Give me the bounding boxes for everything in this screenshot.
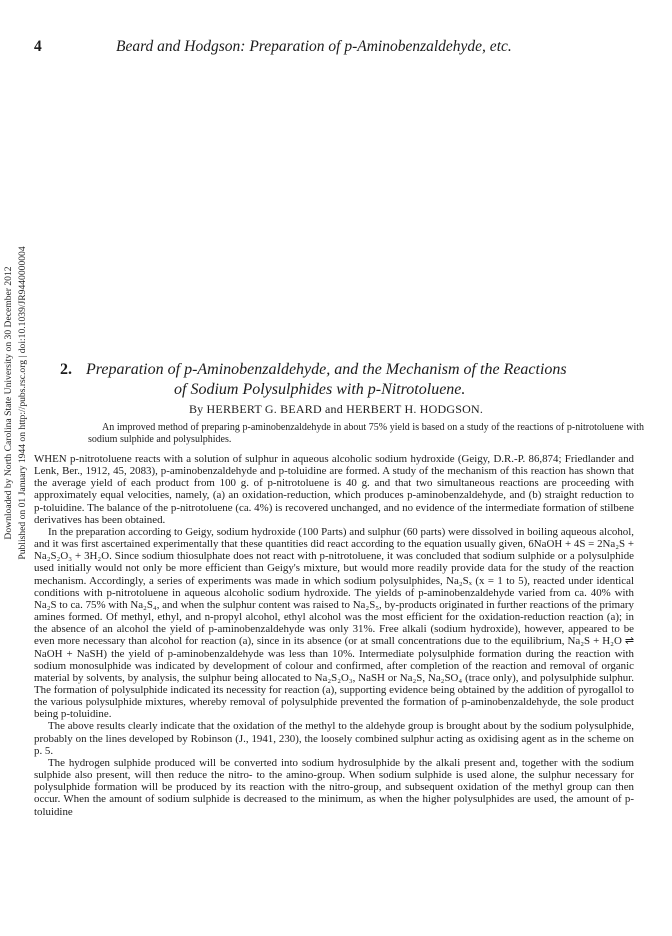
page-number: 4 <box>34 38 42 55</box>
article-number: 2. <box>60 361 72 378</box>
authors: By HERBERT G. BEARD and HERBERT H. HODGSON. <box>188 402 484 416</box>
paragraph: WHEN p-nitrotoluene reacts with a solution of sulphur in aqueous alcoholic sodium hydroxide (Geigy, D.R.-P. 86,874; Friedlander and Lenk, Ber., 1912, 45, 2083), p-aminobenzaldehyde and p-toluidine are formed. A study of the mechanism of this reaction has shown that the average yield of each product from 100 g. of p-nitrotoluene is 40 g. and that two simultaneous reactions are proceeding with approximately equal velocities, namely, (a) an oxidation-reduction, which produces p-aminobenzaldehyde, and (b) straight reduction to p-toluidine. The balance of the p-nitrotoluene (ca. 4%) is recovered unchanged, and no evidence of the intermediate formation of stilbene derivatives has been obtained. <box>34 453 634 526</box>
article-title <box>60 360 660 400</box>
paragraph: In the preparation according to Geigy, sodium hydroxide (100 Parts) and sulphur (60 parts) were dissolved in boiling aqueous alcohol, and it was first ascertained experimentally that these quantities did react according to the equation usually given, 6NaOH + 4S = 2Na₂S + Na₂S₂O₃ + 3H₂O. Since sodium thiosulphate does not react with p-nitrotoluene, it was concluded that sodium sulphide or a polysulphide used initially would not only be more efficient than Geigy's mixture, but would more readily provide data for the study of the reaction mechanism. Accordingly, a series of experiments was made in which sodium polysulphides, Na₂Sₓ (x = 1 to 5), reacted under identical conditions with p-nitrotoluene in aqueous alcoholic sodium hydroxide. The yields of p-aminobenzaldehyde varied from ca. 40% with Na₂S to ca. 75% with Na₂S₄, and when the sulphur content was raised to Na₂S₅, by-products originated in further reactions of the primary amines formed. Of methyl, ethyl, and n-propyl alcohol, ethyl alcohol was the most efficient for the oxidation-reduction reaction (a); in the absence of an alcohol the yield of p-aminobenzaldehyde was only 31%. Free alkali (sodium hydroxide), however, appeared to be even more necessary than alcohol for reaction (a), since in its absence (or at small concentrations due to the equilibrium, Na₂S + H₂O ⇌ NaOH + NaSH) the yield of p-aminobenzaldehyde was less than 10%. Intermediate polysulphide formation during the reaction with sodium monosulphide was indicated by development of colour and confirmed, after completion of the reaction and removal of organic material by solvents, by analysis, the sulphur being allocated to Na₂S₂O₃, NaSH or Na₂S, Na₂SO₄ (trace only), and polysulphide sulphur. The formation of polysulphide indicated its necessity for reaction (a), supporting evidence being obtained by the addition of pyrogallol to the various polysulphide mixtures, whereby removal of polysulphide prevented the formation of p-aminobenzaldehyde, the sole product being p-toluidine. <box>34 525 634 721</box>
running-header <box>34 38 634 58</box>
running-header-title: Beard and Hodgson: Preparation of p-Aminobenzaldehyde, etc. <box>116 38 512 55</box>
publication-notice: Published on 01 January 1944 on http://pubs.rsc.org | doi:10.1039/JR9440000004 <box>17 246 28 560</box>
abstract: An improved method of preparing p-aminobenzaldehyde in about 75% yield is based on a study of the reactions of p-nitrotoluene with sodium sulphide and polysulphides. <box>88 422 644 445</box>
download-notice: Downloaded by North Carolina State University on 30 December 2012 <box>3 266 14 540</box>
body-text <box>34 453 634 818</box>
paragraph: The hydrogen sulphide produced will be converted into sodium hydrosulphide by the alkali present and, together with the sodium sulphide also present, will then reduce the nitro- to the amino-group. When sodium sulphide is used alone, the sulphur necessary for polysulphide formation will be produced by its reaction with the nitro-group, and subsequent oxidation of the methyl group can then occur. When the amount of sodium sulphide is decreased to the minimum, as when the higher polysulphides are used, the amount of p-toluidine <box>34 756 634 818</box>
paragraph: The above results clearly indicate that the oxidation of the methyl to the aldehyde group is brought about by the sodium polysulphide, probably on the lines developed by Robinson (J., 1941, 230), the loosely combined sulphur acting as oxidising agent as in the scheme on p. 5. <box>34 720 634 757</box>
article-title-line-1: Preparation of p-Aminobenzaldehyde, and the Mechanism of the Reactions <box>86 361 567 378</box>
article-title-line-2: of Sodium Polysulphides with p-Nitrotoluene. <box>174 381 466 398</box>
